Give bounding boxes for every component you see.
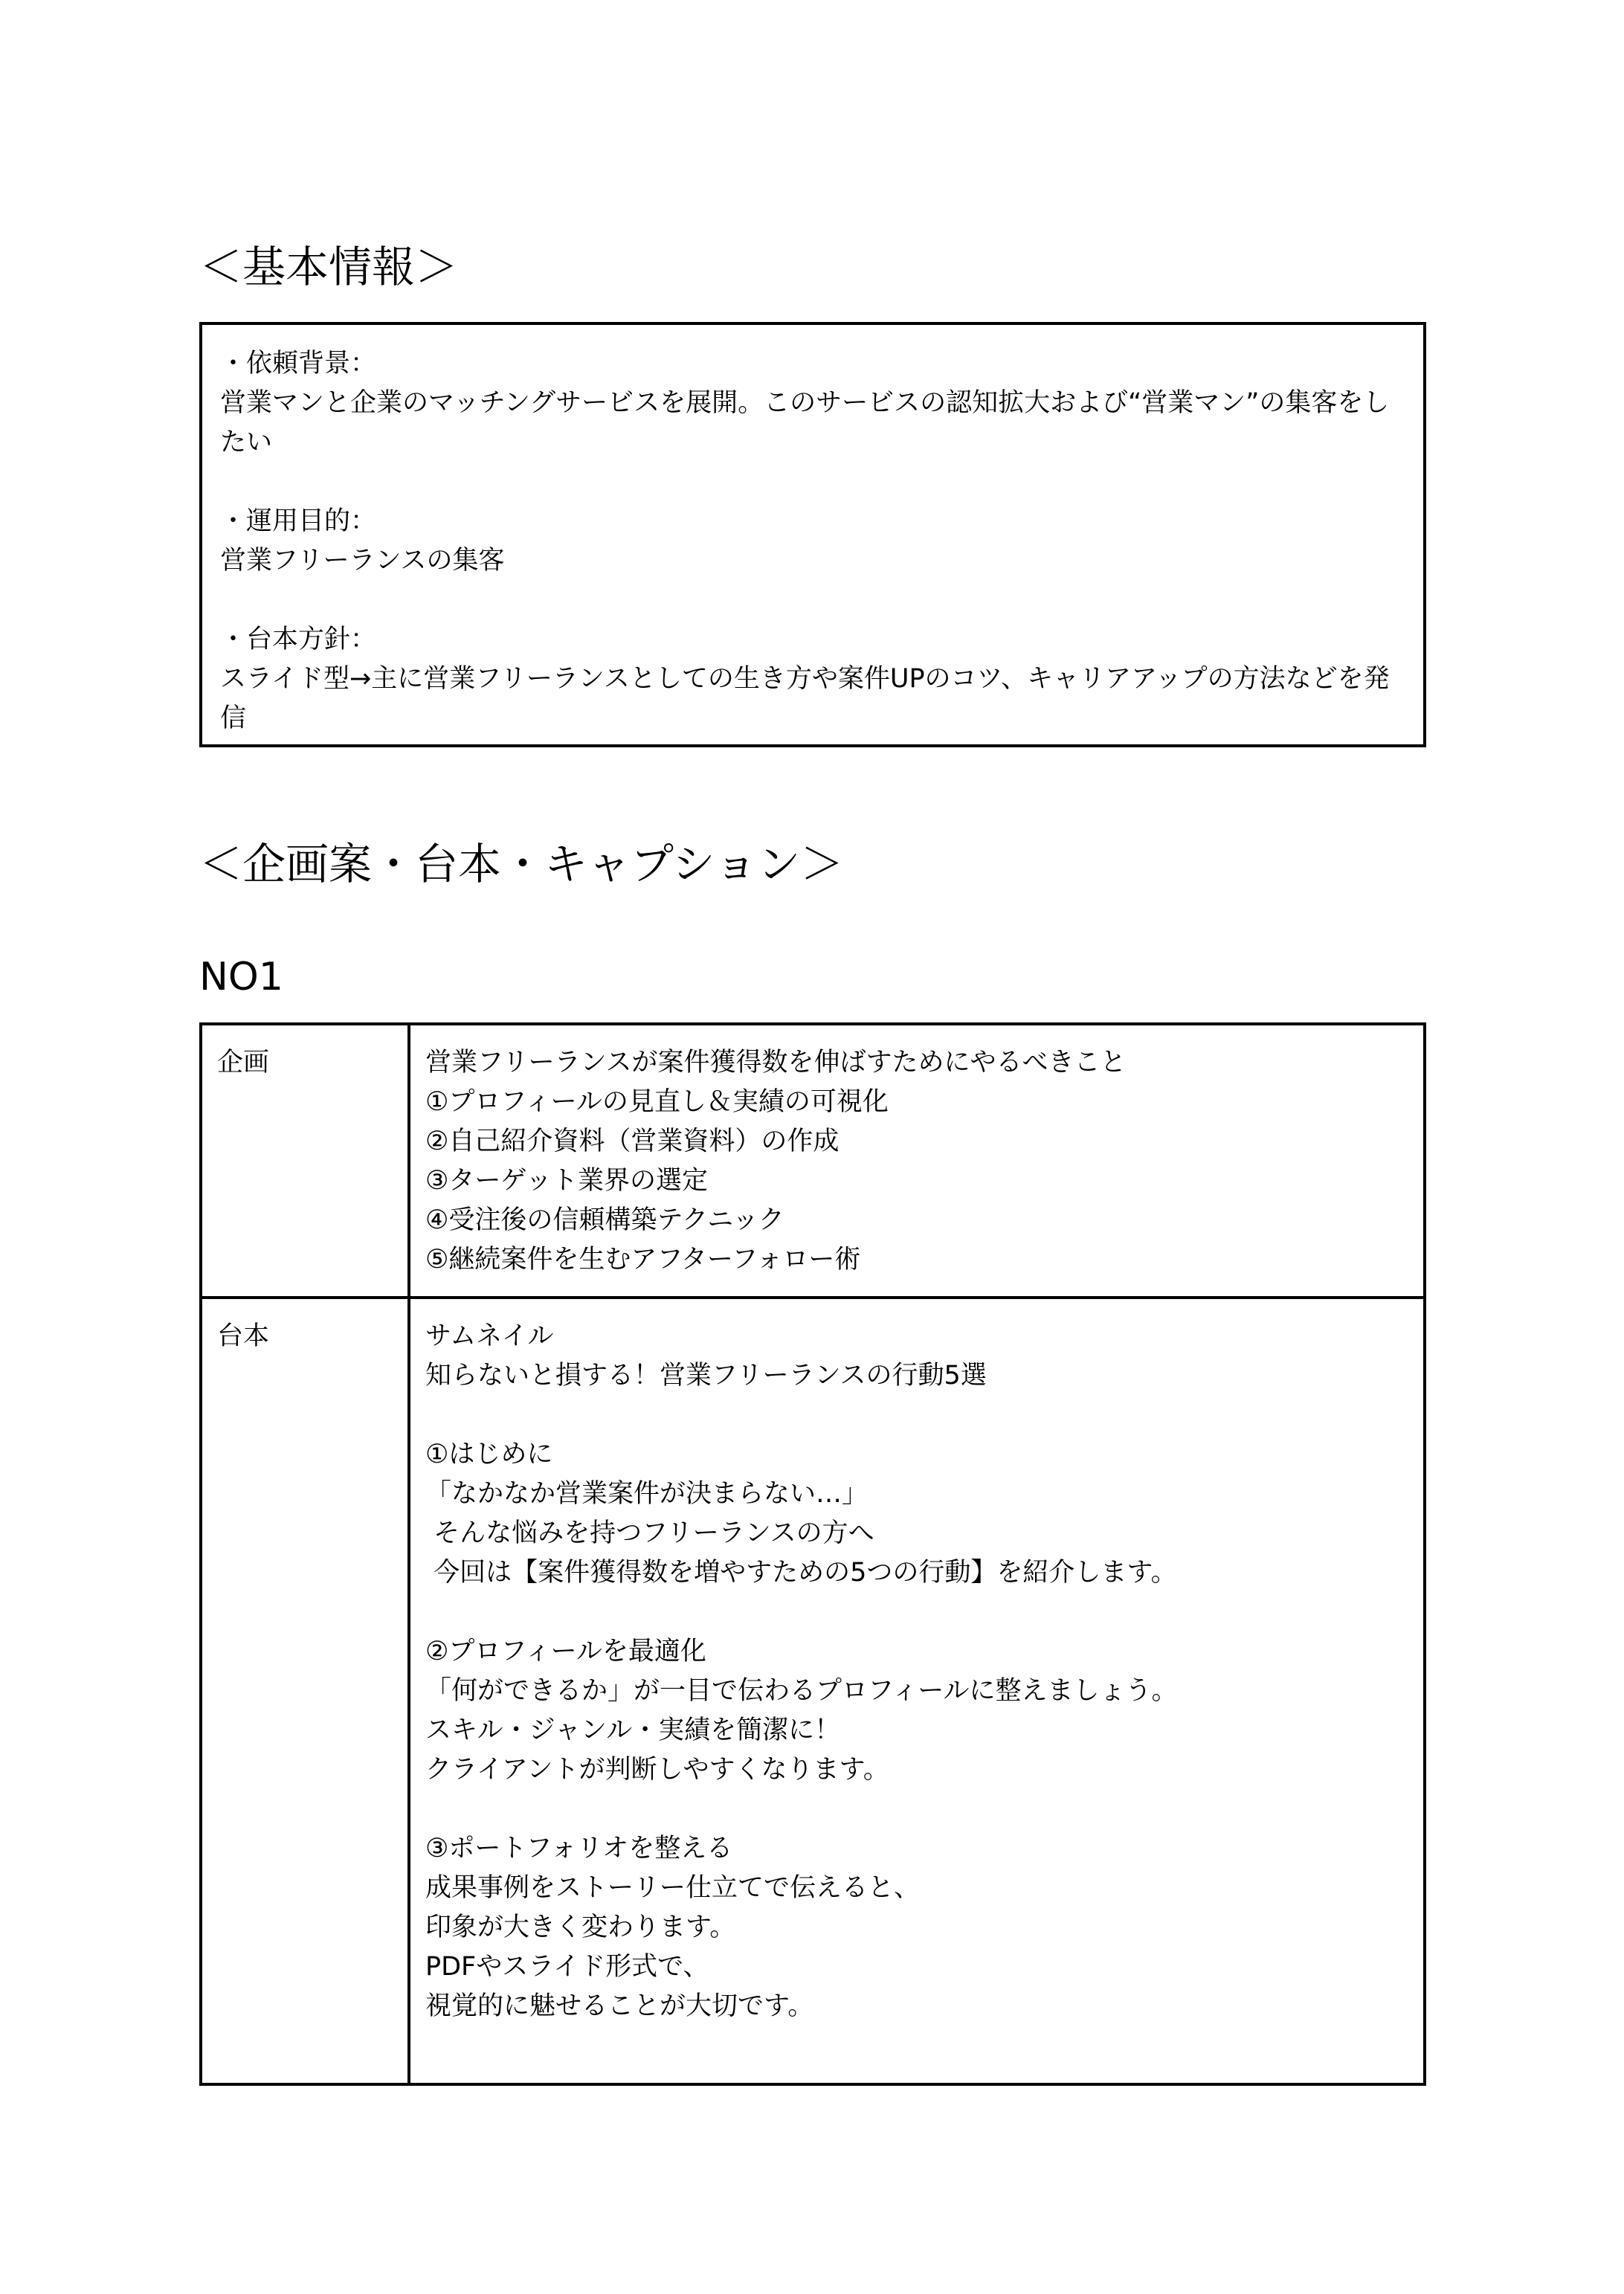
script-line <box>425 1396 1408 1435</box>
script-line: ①はじめに <box>425 1440 553 1469</box>
plan-line: ③ターゲット業界の選定 <box>425 1166 708 1196</box>
plan-heading: ＜企画案・台本・キャプション＞ <box>199 839 844 889</box>
script-line: そんな悩みを持つフリーランスの方へ <box>425 1518 874 1548</box>
script-line: 知らないと損する！営業フリーランスの行動5選 <box>425 1361 987 1391</box>
table-row-script <box>202 1299 1423 2083</box>
basic-info-box <box>199 322 1426 747</box>
script-line: ③ポートフォリオを整える <box>425 1834 733 1863</box>
info-label: ・運用目的： <box>220 506 377 536</box>
table-row-plan <box>202 1025 1423 1299</box>
plan-table <box>199 1022 1426 2086</box>
script-line: PDFやスライド形式で、 <box>425 1952 709 1982</box>
info-label: ・台本方針： <box>220 625 377 654</box>
info-section-policy <box>220 620 1405 738</box>
script-line: 成果事例をストーリー仕立てで伝えると、 <box>425 1873 921 1903</box>
script-line: クライアントが判断しやすくなります。 <box>425 1755 889 1785</box>
info-value: 営業マンと企業のマッチングサービスを展開。このサービスの認知拡大および“営業マン”の集客をしたい <box>220 388 1390 457</box>
script-line: ②プロフィールを最適化 <box>425 1637 706 1666</box>
plan-number: NO1 <box>199 955 283 999</box>
plan-content <box>425 1043 1408 1280</box>
plan-line: ②自己紹介資料（営業資料）の作成 <box>425 1127 840 1156</box>
plan-line: 営業フリーランスが案件獲得数を伸ばすためにやるべきこと <box>425 1048 1127 1077</box>
column-divider <box>407 1025 410 1296</box>
script-line: 今回は【案件獲得数を増やすための5つの行動】を紹介します。 <box>425 1558 1177 1588</box>
script-line: 視覚的に魅せることが大切です。 <box>425 1991 814 2021</box>
info-section-background <box>220 344 1405 463</box>
basic-info-heading: ＜基本情報＞ <box>199 242 459 292</box>
plan-line: ①プロフィールの見直し＆実績の可視化 <box>425 1087 889 1117</box>
column-divider <box>407 1299 410 2083</box>
plan-line: ④受注後の信頼構築テクニック <box>425 1205 784 1235</box>
info-section-purpose <box>220 502 1405 581</box>
script-line: 「なかなか営業案件が決まらない…」 <box>425 1479 869 1509</box>
info-label: ・依頼背景： <box>220 349 377 378</box>
row-label-script: 台本 <box>217 1321 270 1351</box>
script-content <box>425 1317 1408 2026</box>
script-line: サムネイル <box>425 1321 554 1351</box>
script-line: 印象が大きく変わります。 <box>425 1913 736 1942</box>
info-value: 営業フリーランスの集客 <box>220 546 505 576</box>
script-line <box>425 1593 1408 1632</box>
info-value: スライド型→主に営業フリーランスとしての生き方や案件UPのコツ、キャリアアップの方法などを発信 <box>220 664 1390 733</box>
script-line: スキル・ジャンル・実績を簡潔に！ <box>425 1715 841 1745</box>
script-line <box>425 1790 1408 1829</box>
script-line: 「何ができるか」が一目で伝わるプロフィールに整えましょう。 <box>425 1676 1178 1706</box>
row-label-plan: 企画 <box>217 1048 270 1077</box>
plan-line: ⑤継続案件を生むアフターフォロー術 <box>425 1245 861 1275</box>
